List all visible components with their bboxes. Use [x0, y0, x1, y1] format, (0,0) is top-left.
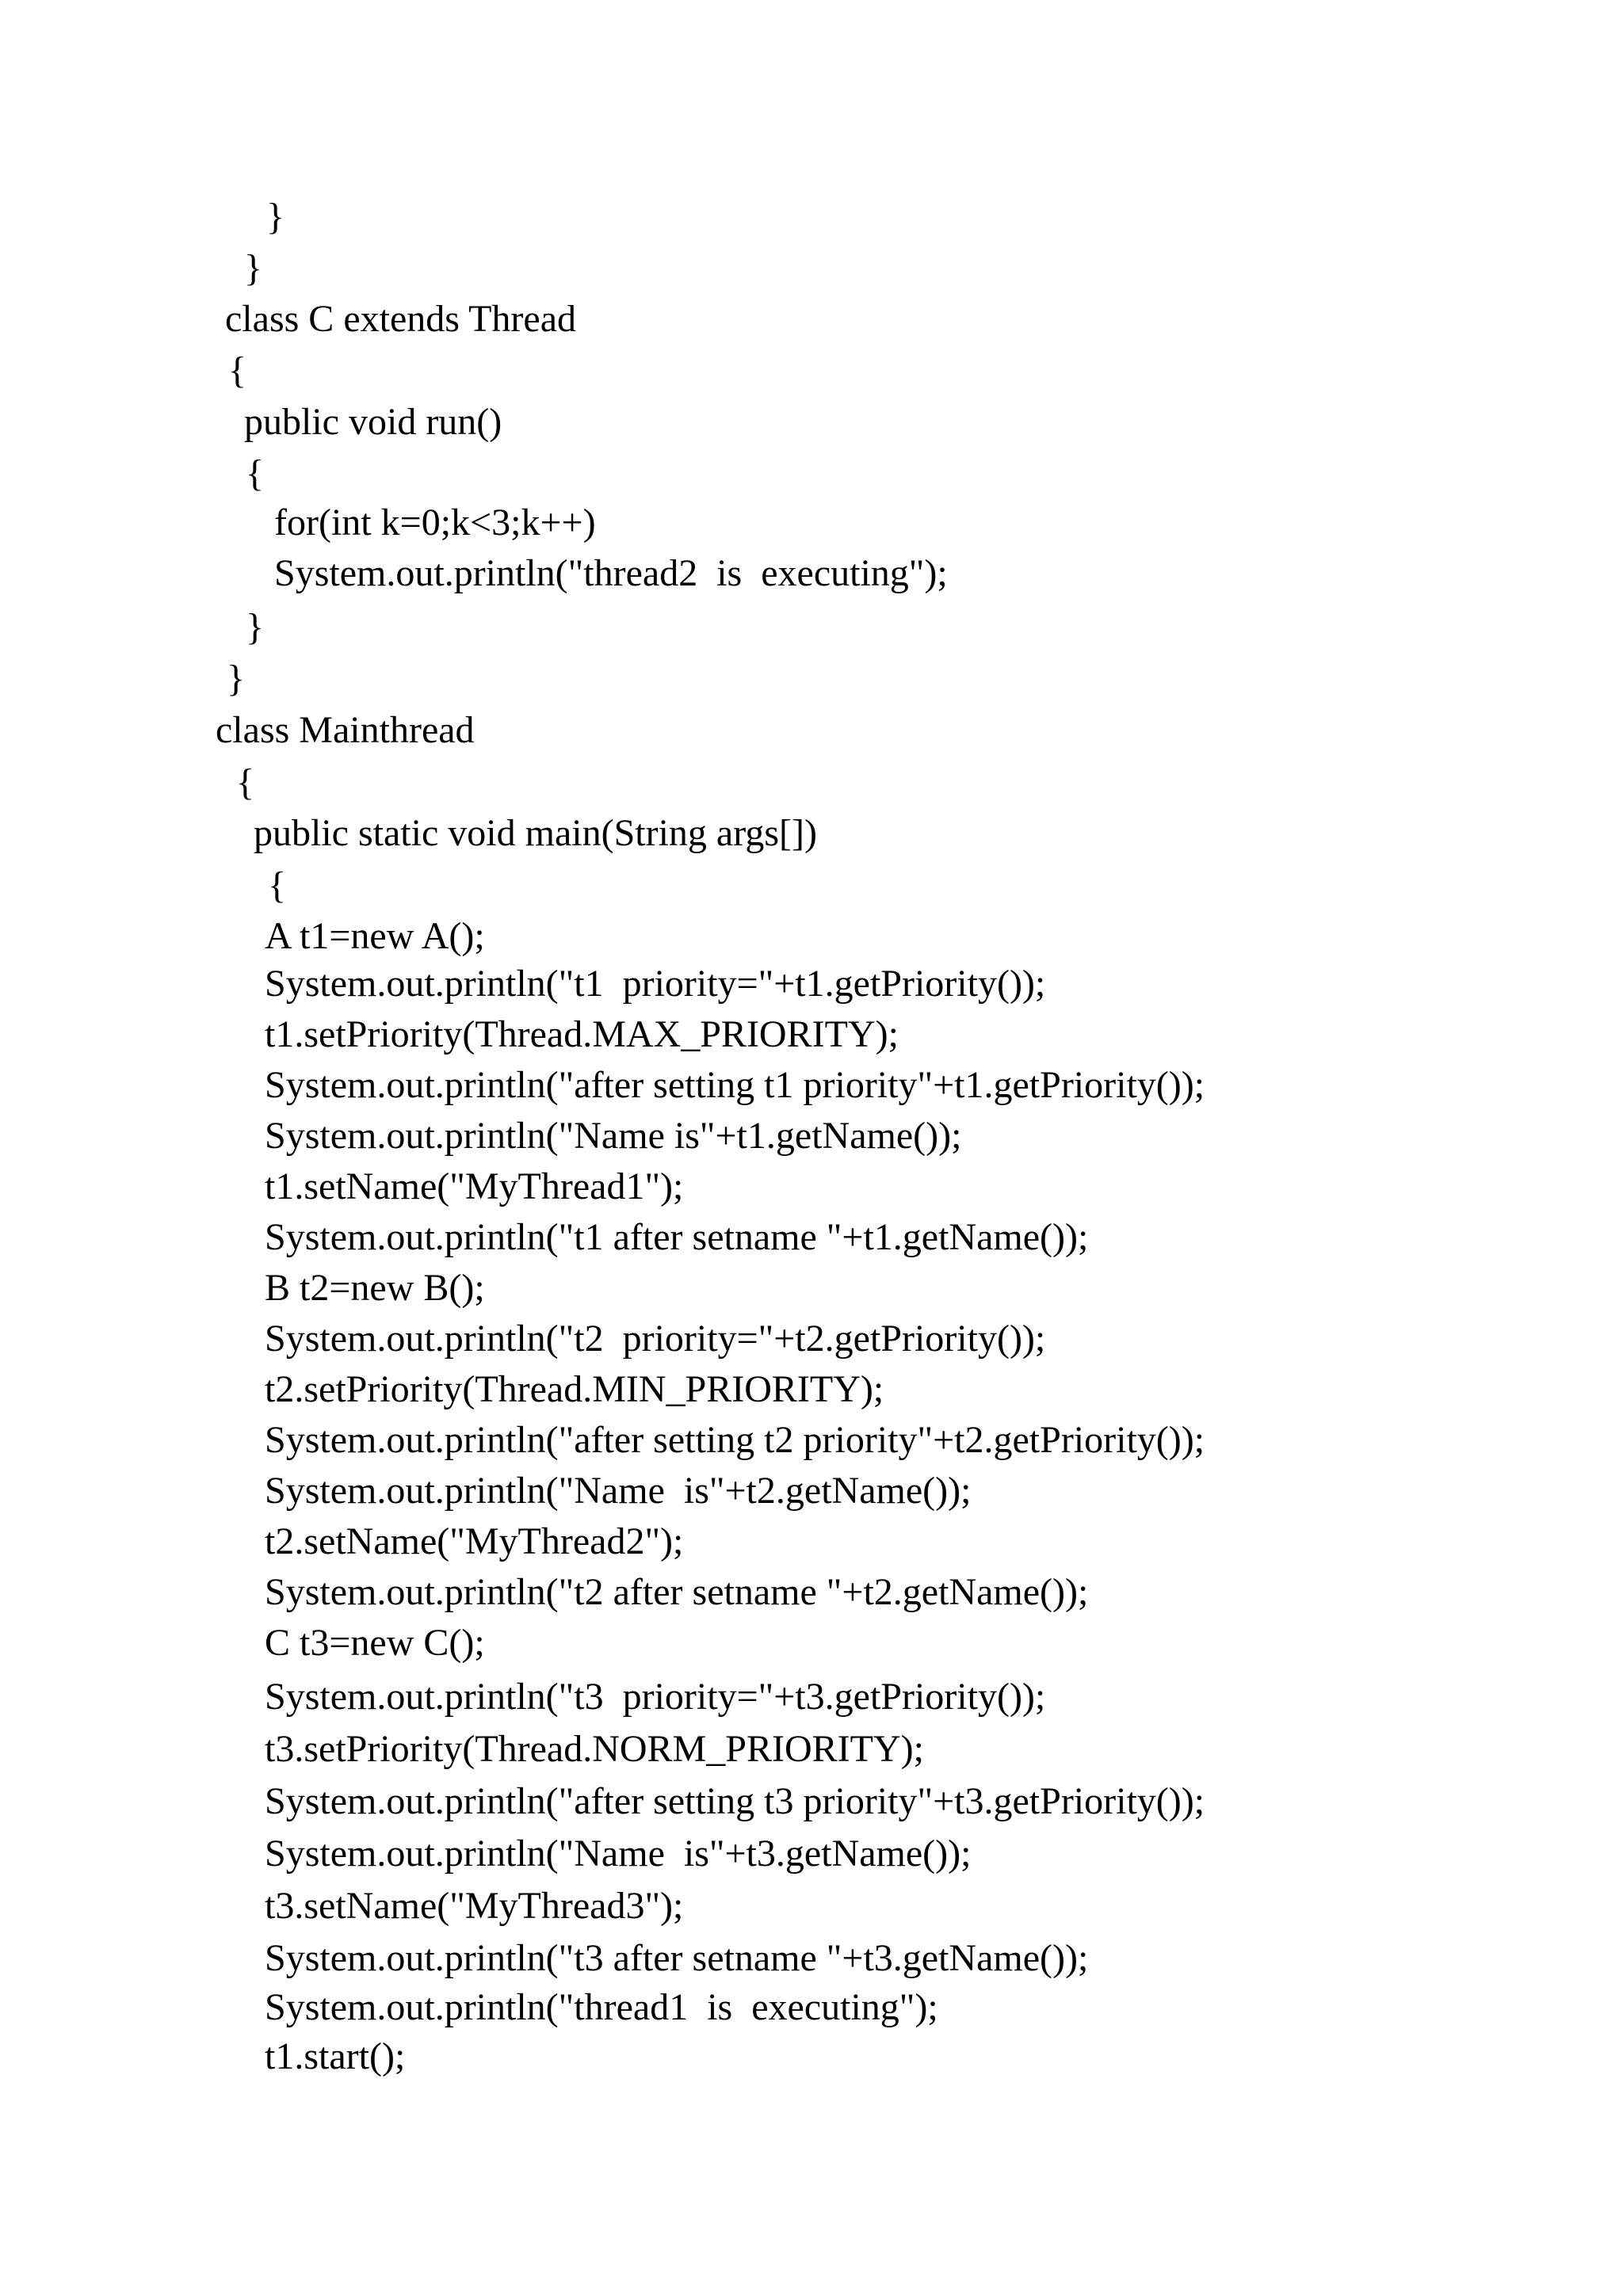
code-line-close-brace-class-c: } [227, 658, 246, 700]
code-line-set-t1-priority: t1.setPriority(Thread.MAX_PRIORITY); [265, 1013, 899, 1055]
code-line-main-method: public static void main(String args[]) [254, 812, 817, 854]
code-line-create-t3: C t3=new C(); [265, 1622, 485, 1664]
code-line-set-t2-priority: t2.setPriority(Thread.MIN_PRIORITY); [265, 1368, 884, 1410]
code-line-open-brace-main: { [268, 864, 287, 906]
code-line-open-brace-mainthread: { [236, 761, 255, 803]
code-line-print-after-t2-priority: System.out.println("after setting t2 priority"+t2.getPriority()); [265, 1419, 1205, 1461]
code-line-class-c: class C extends Thread [225, 298, 576, 340]
code-line-print-t3-name: System.out.println("Name is"+t3.getName()); [265, 1833, 972, 1875]
code-line-close-brace-run: } [246, 606, 265, 648]
code-line-create-t2: B t2=new B(); [265, 1267, 485, 1309]
code-line-open-brace-run: { [246, 452, 265, 494]
code-line-print-t1-priority: System.out.println("t1 priority="+t1.getPriority()); [265, 963, 1046, 1005]
code-line-create-t1: A t1=new A(); [265, 915, 485, 957]
code-line-closing-brace-inner: } [266, 196, 285, 238]
code-line-print-after-t3-priority: System.out.println("after setting t3 priority"+t3.getPriority()); [265, 1780, 1205, 1822]
code-line-for-loop: for(int k=0;k<3;k++) [274, 502, 596, 543]
code-line-set-t3-name: t3.setName("MyThread3"); [265, 1885, 684, 1927]
code-line-closing-brace-outer: } [244, 247, 263, 289]
code-line-set-t1-name: t1.setName("MyThread1"); [265, 1165, 684, 1207]
code-line-print-t1-after-setname: System.out.println("t1 after setname "+t1.getName()); [265, 1216, 1089, 1258]
code-line-print-t1-name: System.out.println("Name is"+t1.getName()); [265, 1115, 962, 1157]
code-line-print-t2-name: System.out.println("Name is"+t2.getName()); [265, 1470, 972, 1512]
code-line-print-t3-priority: System.out.println("t3 priority="+t3.getPriority()); [265, 1676, 1046, 1718]
code-line-set-t2-name: t2.setName("MyThread2"); [265, 1520, 684, 1562]
code-line-println-thread2: System.out.println("thread2 is executing"); [274, 552, 948, 594]
code-line-class-mainthread: class Mainthread [216, 709, 475, 751]
code-line-start-t1: t1.start(); [265, 2035, 406, 2077]
code-line-run-method: public void run() [244, 401, 502, 443]
code-line-open-brace-class-c: { [228, 349, 247, 391]
code-line-print-t3-after-setname: System.out.println("t3 after setname "+t3.getName()); [265, 1937, 1089, 1979]
code-line-print-after-t1-priority: System.out.println("after setting t1 priority"+t1.getPriority()); [265, 1064, 1205, 1106]
code-line-set-t3-priority: t3.setPriority(Thread.NORM_PRIORITY); [265, 1728, 924, 1770]
code-line-print-t2-priority: System.out.println("t2 priority="+t2.getPriority()); [265, 1318, 1046, 1360]
code-line-println-thread1: System.out.println("thread1 is executing"); [265, 1986, 938, 2028]
code-line-print-t2-after-setname: System.out.println("t2 after setname "+t2.getName()); [265, 1571, 1089, 1613]
